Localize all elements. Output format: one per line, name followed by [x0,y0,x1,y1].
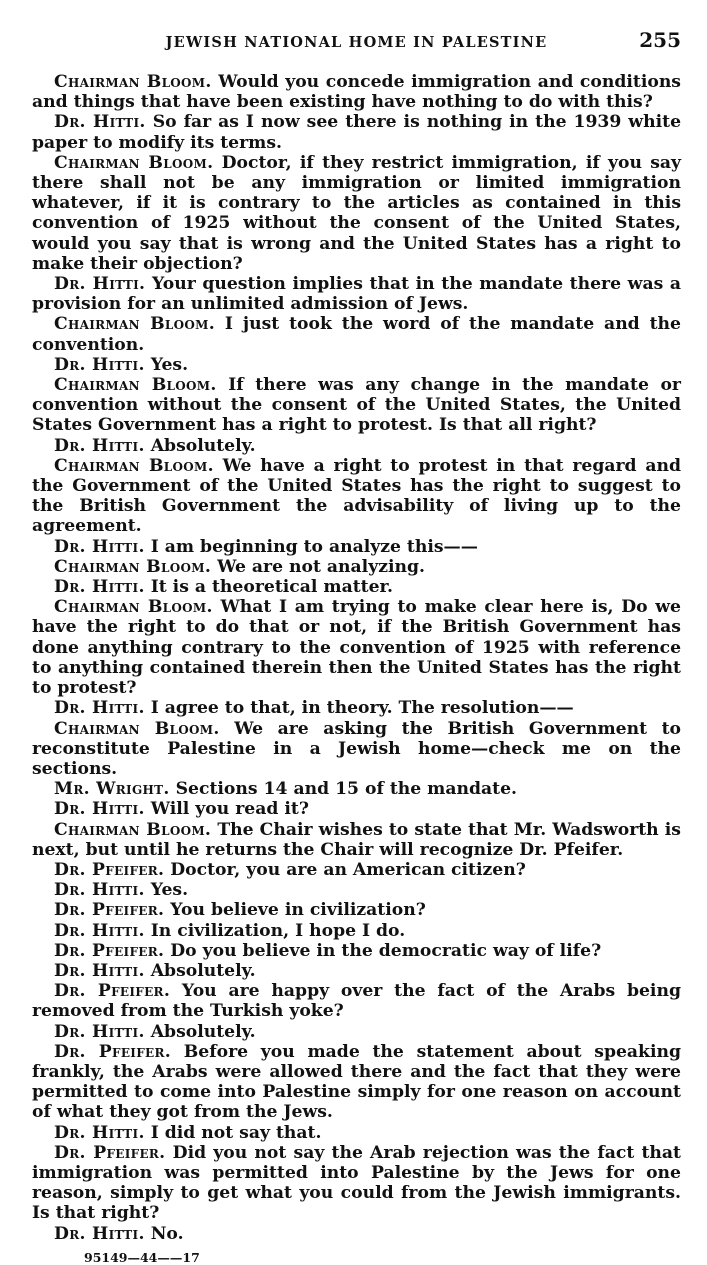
speech-text: Your question implies that in the mandate there was a provision for an unlimited admission of Jews. [32,274,681,315]
transcript-paragraph [32,1143,681,1224]
transcript-paragraph [32,597,681,698]
transcript-paragraph [32,799,681,819]
transcript-paragraph [32,961,681,981]
transcript-paragraph [32,1042,681,1123]
transcript-paragraph [32,941,681,961]
speech-text: So far as I now see there is nothing in the 1939 white paper to modify its terms. [32,112,682,153]
transcript-paragraph [32,900,681,920]
speaker-name: Dr. Hitti. [54,960,145,981]
print-code: 95149—44——17 [84,1249,200,1265]
speaker-name: Dr. Pfeifer. [54,981,171,1002]
speech-text: Absolutely. [144,1021,256,1042]
speech-text: Before you made the statement about speaking frankly, the Arabs were allowed there and the fact that they were permitted to come into Palestine simply for one reason on account of what they got from the Jews. [32,1041,681,1123]
speaker-name: Dr. Hitti. [54,698,145,719]
transcript-paragraph [32,112,681,152]
speech-text: Absolutely. [144,435,256,456]
speech-text: Yes. [144,880,189,901]
speech-text: Yes. [144,354,189,375]
speaker-name: Dr. Hitti. [54,536,145,557]
speaker-name: Dr. Pfeifer. [54,1142,166,1163]
transcript-paragraph [32,375,681,436]
speaker-name: Chairman Bloom. [54,455,214,476]
speaker-name: Dr. Hitti. [54,1122,145,1143]
speech-text: Did you not say the Arab rejection was the fact that immigration was permitted into Palestine by the Jews for one reason, simply to get what you could from the Jewish immigrants. Is that right? [32,1142,681,1224]
transcript-paragraph [32,1123,681,1143]
speaker-name: Chairman Bloom. [54,597,213,618]
speech-text: What I am trying to make clear here is, Do we have the right to do that or not, if the British Government has done anything contrary to the convention of 1925 with reference to anything contained therein then the United States has the right to protest? [32,597,681,699]
speaker-name: Mr. Wright. [54,779,170,800]
page-header [32,28,681,54]
speaker-name: Chairman Bloom. [54,718,220,739]
transcript-paragraph [32,577,681,597]
speaker-name: Dr. Pfeifer. [54,940,165,961]
transcript-paragraph [32,153,681,274]
speaker-name: Chairman Bloom. [54,819,212,840]
speech-text: We are not analyzing. [211,556,425,577]
speech-text: Would you concede immigration and conditions and things that have been existing have nothing to do with this? [32,72,681,113]
speech-text: It is a theoretical matter. [144,577,393,598]
transcript-paragraph [32,1224,681,1244]
transcript-paragraph [32,355,681,375]
transcript-body [32,72,681,1244]
transcript-paragraph [32,537,681,557]
speaker-name: Dr. Hitti. [54,920,145,941]
transcript-paragraph [32,779,681,799]
speech-text: The Chair wishes to state that Mr. Wadsworth is next, but until he returns the Chair will recognize Dr. Pfeifer. [32,819,681,860]
speech-text: Will you read it? [144,799,309,820]
speaker-name: Chairman Bloom. [54,152,214,173]
transcript-paragraph [32,456,681,537]
speaker-name: Dr. Hitti. [54,112,146,133]
speech-text: We are asking the British Government to reconstitute Palestine in a Jewish home—check me on the sections. [32,718,681,779]
transcript-paragraph [32,880,681,900]
transcript-paragraph [32,274,681,314]
transcript-paragraph [32,314,681,354]
transcript-paragraph [32,719,681,780]
speaker-name: Chairman Bloom. [54,72,212,92]
speaker-name: Dr. Pfeifer. [54,1041,172,1062]
speech-text: I did not say that. [144,1122,322,1143]
page-number: 255 [639,28,681,52]
speech-text: I agree to that, in theory. The resolution—— [144,698,574,719]
speech-text: Sections 14 and 15 of the mandate. [169,779,518,800]
transcript-paragraph [32,557,681,577]
speech-text: If there was any change in the mandate or convention without the consent of the United States, the United States Government has a right to protest. Is that all right? [32,375,681,436]
speaker-name: Dr. Hitti. [54,1223,145,1244]
speech-text: We have a right to protest in that regard and the Government of the United States has the right to suggest to the British Government the advisability of living up to the agreement. [32,455,681,537]
speech-text: Doctor, if they restrict immigration, if you say there shall not be any immigration or limited immigration whatever, if it is contrary to the articles as contained in this convention of 1925 without the consent of the United States, would you say that is wrong and the United States has a right to make their objection? [32,152,681,274]
speaker-name: Dr. Pfeifer. [54,900,165,921]
transcript-paragraph [32,921,681,941]
speech-text: You believe in civilization? [164,900,426,921]
speaker-name: Dr. Pfeifer. [54,859,165,880]
speech-text: Absolutely. [144,960,256,981]
transcript-paragraph [32,72,681,112]
speaker-name: Dr. Hitti. [54,799,145,820]
speech-text: Doctor, you are an American citizen? [164,859,526,880]
transcript-paragraph [32,698,681,718]
speaker-name: Dr. Hitti. [54,435,145,456]
transcript-paragraph [32,1022,681,1042]
speaker-name: Dr. Hitti. [54,1021,145,1042]
transcript-paragraph [32,860,681,880]
transcript-paragraph [32,820,681,860]
speech-text: No. [144,1223,184,1244]
speaker-name: Dr. Hitti. [54,354,145,375]
speaker-name: Dr. Hitti. [54,274,146,295]
speaker-name: Chairman Bloom. [54,556,212,577]
speech-text: In civilization, I hope I do. [144,920,406,941]
speech-text: I just took the word of the mandate and the convention. [32,314,681,355]
transcript-paragraph [32,436,681,456]
speech-text: I am beginning to analyze this—— [144,536,478,557]
running-title: JEWISH NATIONAL HOME IN PALESTINE [165,34,548,51]
speech-text: You are happy over the fact of the Arabs being removed from the Turkish yoke? [32,981,681,1022]
speaker-name: Dr. Hitti. [54,577,145,598]
transcript-paragraph [32,981,681,1021]
speaker-name: Chairman Bloom. [54,375,217,396]
speech-text: Do you believe in the democratic way of life? [164,940,602,961]
speaker-name: Chairman Bloom. [54,314,216,335]
speaker-name: Dr. Hitti. [54,880,145,901]
